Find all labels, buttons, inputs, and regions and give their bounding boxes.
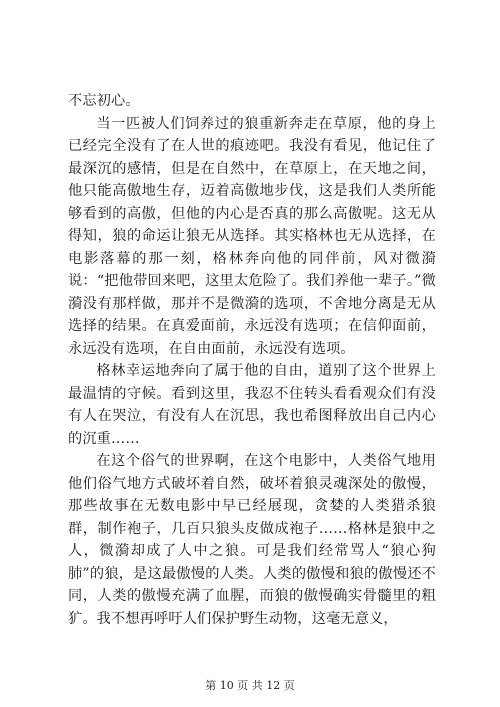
paragraph: 不忘初心。 <box>68 93 140 109</box>
page-number: 第 10 页 共 12 页 <box>205 679 295 692</box>
body-text <box>68 90 436 630</box>
paragraph: 在这个俗气的世界啊，在这个电影中，人类俗气地用他们俗气地方式破坏着自然，破坏着狼灵魂深处的傲慢，那些故事在无数电影中早已经展现，贪婪的人类猎杀狼群，制作袍子，几百只狼头皮做成袍子……格林是狼中之人，微漪却成了人中之狼。可是我们经常骂人“狼心狗肺”的狼，是这最傲慢的人类。人类的傲慢和狼的傲慢还不同，人类的傲慢充满了血腥，而狼的傲慢确实骨髓里的粗犷。我不想再呼吁人们保护野生动物，这毫无意义， <box>68 453 436 627</box>
paragraph: 当一匹被人们饲养过的狼重新奔走在草原，他的身上已经完全没有了在人世的痕迹吧。我没有看见，他记住了最深沉的感情，但是在自然中，在草原上，在天地之间，他只能高傲地生存，迈着高傲地步伐，这是我们人类所能够看到的高傲，但他的内心是否真的那么高傲呢。这无从得知，狼的命运让狼无从选择。其实格林也无从选择，在电影落幕的那一刻，格林奔向他的同伴前，风对微漪说：“把他带回来吧，这里太危险了。我们养他一辈子。”微漪没有那样做，那并不是微漪的选项，不舍地分离是无从选择的结果。在真爱面前，永远没有选项；在信仰面前，永远没有选项，在自由面前，永远没有选项。 <box>68 115 436 357</box>
page-footer <box>0 679 500 693</box>
paragraph: 格林幸运地奔向了属于他的自由，道别了这个世界上最温情的守候。看到这里，我忍不住转头看看观众们有没有人在哭泣，有没有人在沉思，我也希图释放出自己内心的沉重…… <box>68 363 436 447</box>
